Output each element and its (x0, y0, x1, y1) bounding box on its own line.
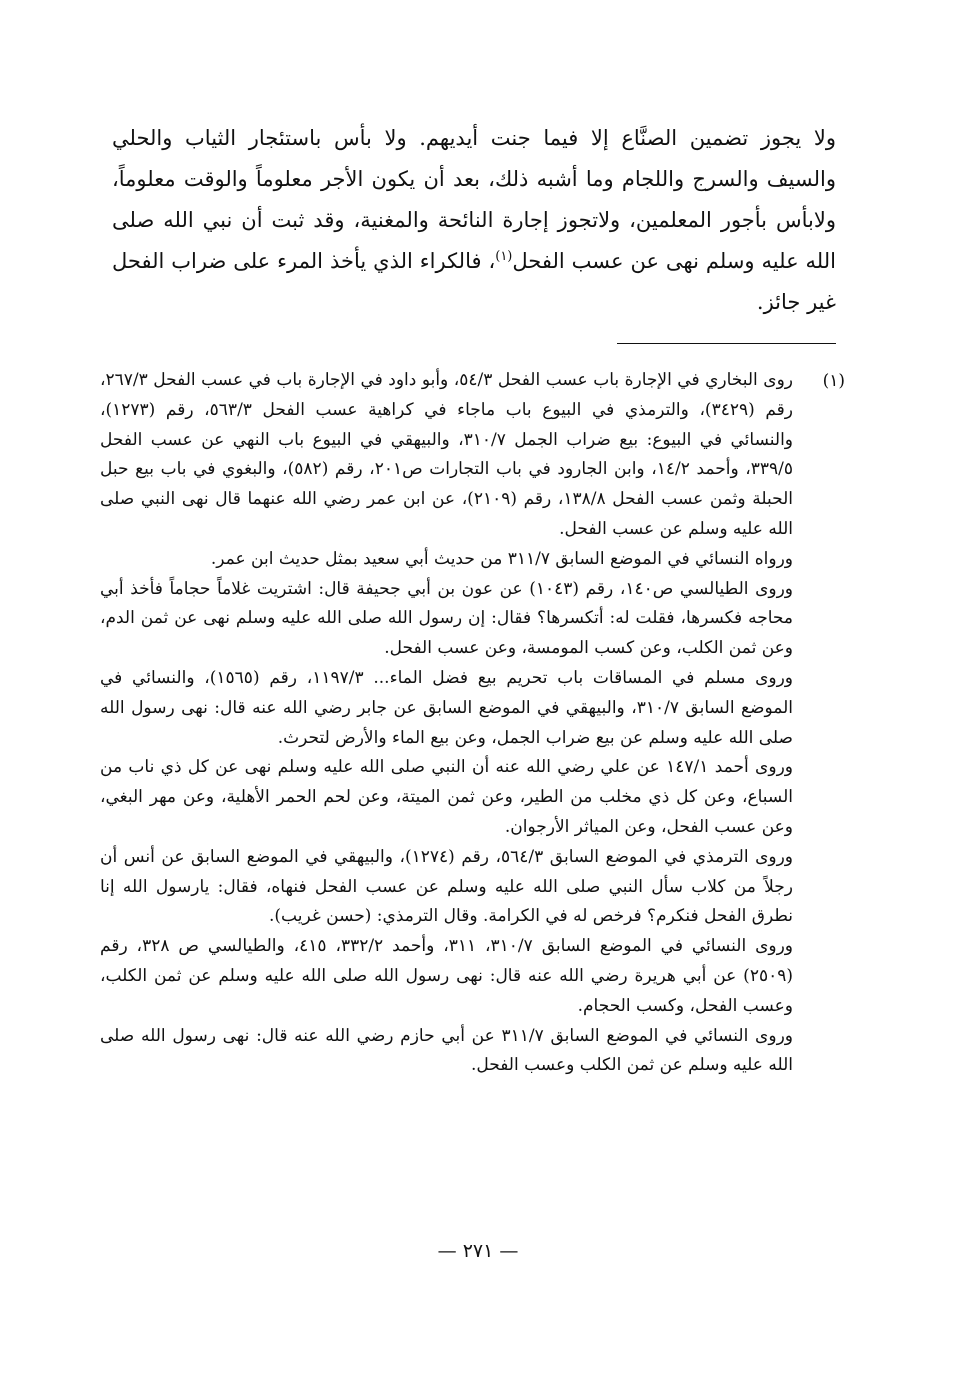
footnote-paragraph: وروى مسلم في المساقات باب تحريم بيع فضل الماء... ١١٩٧/٣، رقم (١٥٦٥)، والنسائي في الموضع السابق ٣١٠/٧، والبيهقي في الموضع السابق عن جابر رضي الله عنه قال: نهى رسول الله صلى الله عليه وسلم عن بيع ضراب الجمل، وعن بيع الماء والأرض لتحرث. (100, 667, 794, 748)
footnote-body (100, 366, 793, 1081)
footnote-paragraph: وروى الطيالسي ص١٤٠، رقم (١٠٤٣) عن عون بن أبي جحيفة قال: اشتريت غلاماً حجاماً فأخذ أبي محاجه فكسرها، فقلت له: أتكسرها؟ فقال: إن رسول الله صلى الله عليه وسلم نهى عن ثمن الدم، وعن ثمن الكلب، وعن كسب المومسة، وعن عسب الفحل. (100, 578, 794, 659)
main-text-continuation: ، فالكراء الذي يأخذ المرء على ضراب الفحل غير جائز. (112, 249, 836, 314)
footnote-paragraph: وروى الترمذي في الموضع السابق ٥٦٤/٣، رقم (١٢٧٤)، والبيهقي في الموضع السابق عن أنس أن رجلاً من كلاب سأل النبي صلى الله عليه وسلم عن عسب الفحل فنهاه، فقال: يارسول الله إنا نطرق الفحل فنكرم؟ فرخص له في الكرامة. وقال الترمذي: (حسن غريب). (100, 846, 794, 927)
footnote-paragraph: وروى أحمد ١٤٧/١ عن علي رضي الله عنه أن النبي صلى الله عليه وسلم نهى عن كل ذي ناب من السباع، وعن كل ذي مخلب من الطير، وعن ثمن الميتة، وعن لحم الحمر الأهلية، وعن مهر البغي، وعن عسب الفحل، وعن المياثر الأرجوان. (100, 757, 793, 837)
footnote-paragraph: وروى النسائي في الموضع السابق ٣١٠/٧، ٣١١، وأحمد ٣٣٢/٢، ٤١٥، والطيالسي ص ٣٢٨، رقم (٢٥٠٩) عن أبي هريرة رضي الله عنه قال: نهى رسول الله صلى الله عليه وسلم عن ثمن الكلب، وعسب الفحل، وكسب الحجام. (100, 936, 794, 1016)
footnote-paragraph: روى البخاري في الإجارة باب عسب الفحل ٥٤/٣، وأبو داود في الإجارة باب في عسب الفحل ٢٦٧/٣، رقم (٣٤٢٩)، والترمذي في البيوع باب ماجاء في كراهية عسب الفحل ٥٦٣/٣، رقم (١٢٧٣)، والنسائي في البيوع: بيع ضراب الجمل ٣١٠/٧، والبيهقي في البيوع باب النهي عن عسب الفحل ٣٣٩/٥، وأحمد ١٤/٢، وابن الجارود في باب التجارات ص٢٠١، رقم (٥٨٢)، والبغوي في باب بيع حبل الحبلة وثمن عسب الفحل ١٣٨/٨، رقم (٢١٠٩)، عن ابن عمر رضي الله عنهما قال نهى النبي صلى الله عليه وسلم عن عسب الفحل. (100, 370, 794, 539)
footnote-reference[interactable]: (١) (495, 249, 513, 264)
footnote-marker: (١) (822, 371, 845, 391)
main-text-body: ولا يجوز تضمين الصنَّاع إلا فيما جنت أيديهم. ولا بأس باستئجار الثياب والحلي والسيف والسرج واللجام وما أشبه ذلك، بعد أن يكون الأجر معلوماً والوقت معلوماً، ولابأس بأجور المعلمين، ولاتجوز إجارة النائحة والمغنية، وقد ثبت أن نبي الله صلى الله عليه وسلم نهى عن عسب الفحل (112, 126, 836, 273)
footnote-paragraph: وروى النسائي في الموضع السابق ٣١١/٧ عن أبي حازم رضي الله عنه قال: نهى رسول الله صلى الله عليه وسلم عن ثمن الكلب وعسب الفحل. (100, 1025, 793, 1076)
footnote (100, 366, 845, 1081)
main-text (112, 118, 836, 323)
footnote-paragraph: ورواه النسائي في الموضع السابق ٣١١/٧ من حديث أبي سعيد بمثل حديث ابن عمر. (210, 548, 793, 569)
footnote-separator (617, 343, 836, 344)
page-number: — ٢٧١ — (437, 1240, 519, 1262)
